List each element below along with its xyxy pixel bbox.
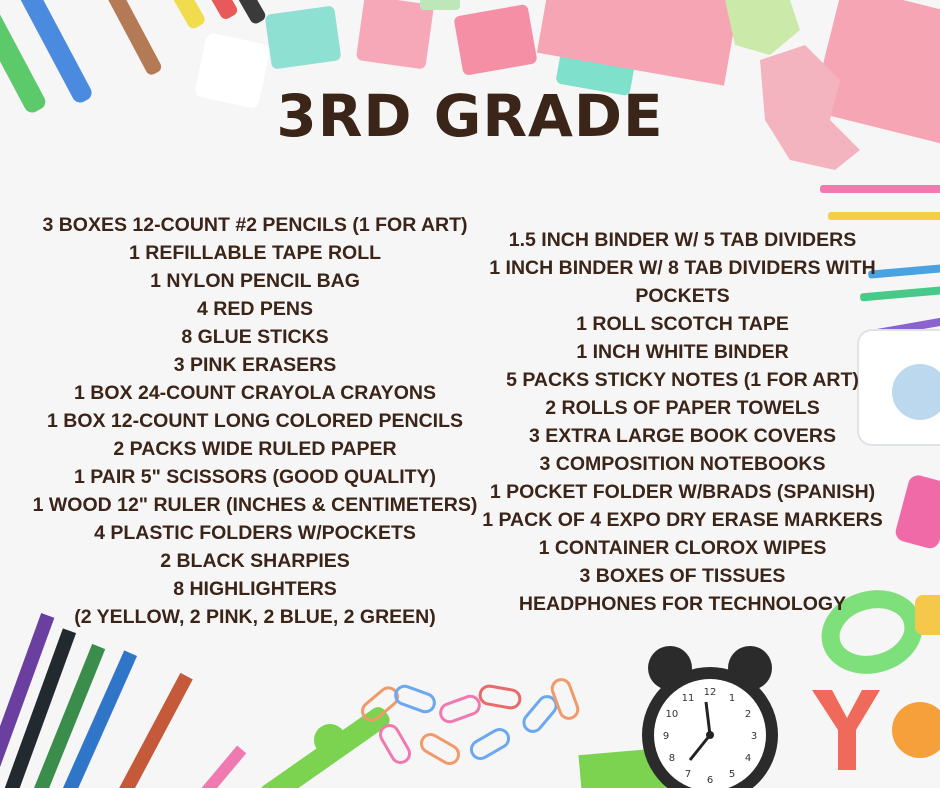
supply-list-left: [20, 211, 490, 631]
supply-item: 1 PACK OF 4 EXPO DRY ERASE MARKERS: [482, 509, 883, 531]
supply-item: 1 NYLON PENCIL BAG: [150, 270, 360, 292]
paper-clips-icon: [359, 677, 580, 767]
supply-list-right: [470, 226, 895, 618]
supply-item: 8 HIGHLIGHTERS: [173, 578, 337, 600]
supply-item: 1 PAIR 5" SCISSORS (GOOD QUALITY): [73, 466, 437, 488]
supply-item: 5 PACKS STICKY NOTES (1 FOR ART): [506, 369, 859, 391]
clock-numeral: 2: [744, 709, 752, 720]
supply-item: 1 INCH WHITE BINDER: [576, 341, 789, 363]
supply-item: 4 PLASTIC FOLDERS W/POCKETS: [94, 522, 416, 544]
clock-numeral: 5: [728, 769, 736, 781]
clock-numeral: 1: [728, 692, 736, 704]
supply-item: 3 BOXES OF TISSUES: [579, 565, 786, 587]
supply-item: 3 PINK ERASERS: [173, 354, 337, 376]
clock-numeral: 11: [681, 692, 695, 704]
supply-item: HEADPHONES FOR TECHNOLOGY: [518, 593, 847, 615]
supply-item: 1 WOOD 12" RULER (INCHES & CENTIMETERS): [32, 494, 478, 516]
pencils-icon: [0, 613, 246, 788]
clock-numeral: 3: [750, 731, 758, 742]
supply-item: (2 YELLOW, 2 PINK, 2 BLUE, 2 GREEN): [74, 606, 436, 628]
supply-item: 1.5 INCH BINDER W/ 5 TAB DIVIDERS: [508, 229, 857, 251]
supply-item: 1 REFILLABLE TAPE ROLL: [128, 242, 382, 264]
clock-numeral: 7: [684, 769, 692, 781]
supply-item: 1 POCKET FOLDER W/BRADS (SPANISH): [489, 481, 876, 503]
clock-numeral: 6: [706, 775, 714, 786]
clock-numeral: 8: [668, 753, 676, 764]
page-title: 3RD GRADE: [276, 82, 664, 150]
supply-item: 3 COMPOSITION NOTEBOOKS: [539, 453, 826, 475]
supply-item: 3 EXTRA LARGE BOOK COVERS: [529, 425, 836, 447]
compass-icon: [257, 704, 392, 788]
supply-item: 2 BLACK SHARPIES: [160, 550, 350, 572]
clock-numeral: 9: [662, 731, 670, 742]
supply-item: 1 ROLL SCOTCH TAPE: [576, 313, 789, 335]
clock-numeral: 10: [665, 709, 679, 720]
supply-item: 2 PACKS WIDE RULED PAPER: [113, 438, 397, 460]
supply-item: 2 ROLLS OF PAPER TOWELS: [545, 397, 820, 419]
supply-item: 4 RED PENS: [197, 298, 313, 320]
supply-item: 8 GLUE STICKS: [181, 326, 329, 348]
clock-numeral: 12: [703, 687, 717, 698]
supply-item: 1 CONTAINER CLOROX WIPES: [538, 537, 827, 559]
supply-item: 1 BOX 12-COUNT LONG COLORED PENCILS: [46, 410, 464, 432]
supply-item: 3 BOXES 12-COUNT #2 PENCILS (1 FOR ART): [42, 214, 468, 236]
alarm-clock-icon: [642, 646, 778, 788]
supply-item: 1 BOX 24-COUNT CRAYOLA CRAYONS: [74, 382, 436, 404]
supply-item: 1 INCH BINDER W/ 8 TAB DIVIDERS WITH POCKETS: [489, 257, 876, 307]
clock-numeral: 4: [744, 753, 752, 764]
